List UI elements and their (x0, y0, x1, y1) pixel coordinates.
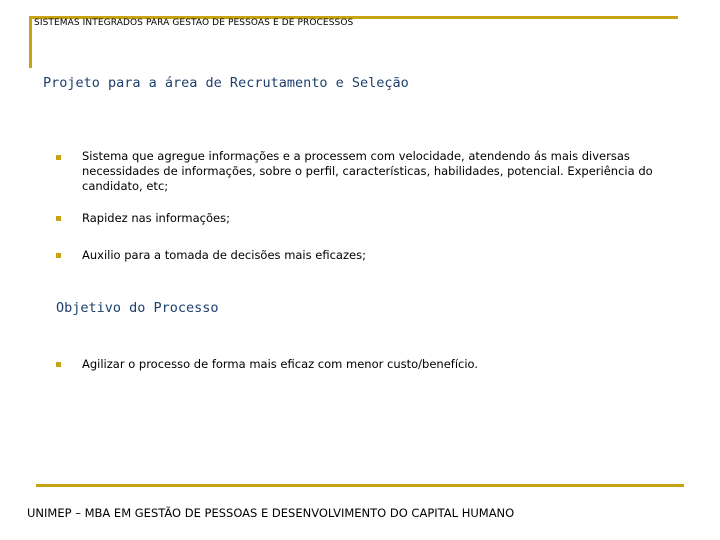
slide-title: Projeto para a área de Recrutamento e Seleção (43, 75, 409, 91)
bullet-icon (56, 155, 61, 160)
list-item: Sistema que agregue informações e a processem com velocidade, atendendo ás mais diversas necessidades de informações, sobre o perfil, características, habilidades, potencial. Experiência do candidato, etc; (82, 149, 653, 193)
bullet-icon (56, 362, 61, 367)
header-title: SISTEMAS INTEGRADOS PARA GESTAO DE PESSOAS E DE PROCESSOS (34, 18, 354, 28)
footer-title: UNIMEP – MBA EM GESTÃO DE PESSOAS E DESENVOLVIMENTO DO CAPITAL HUMANO (27, 506, 515, 520)
list-item: Agilizar o processo de forma mais eficaz com menor custo/benefício. (82, 357, 479, 371)
footer-rule (36, 484, 684, 487)
list-item: Rapidez nas informações; (82, 211, 230, 225)
section-title: Objetivo do Processo (56, 300, 219, 316)
list-item: Auxilio para a tomada de decisões mais eficazes; (82, 248, 366, 262)
header-rule-vertical (29, 16, 32, 68)
bullet-icon (56, 216, 61, 221)
bullet-icon (56, 253, 61, 258)
